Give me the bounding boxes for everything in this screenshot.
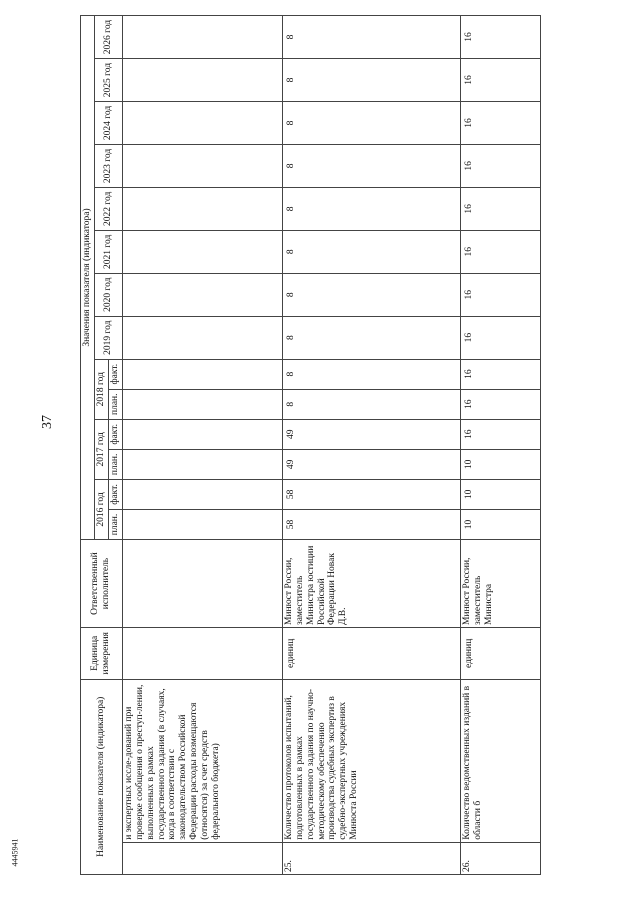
value-cell: 8 (282, 230, 460, 273)
value-cell: 16 (460, 144, 540, 187)
document-id: 4445941 (10, 838, 20, 867)
value-cell: 16 (460, 16, 540, 59)
indicator-name: Количество протоколов испытаний, подготовленных в рамках государственного задания по научно-методическому обеспечению производства судебных экспертиз в судебно-экспертных учреждениях Минюста России (282, 679, 460, 842)
value-cell (122, 230, 282, 273)
year-2023-header: 2023 год (94, 144, 122, 187)
value-cell: 8 (282, 316, 460, 359)
value-cell (122, 359, 282, 389)
col-name-header: Наименование показателя (индикатора) (81, 679, 123, 874)
value-cell: 8 (282, 102, 460, 145)
value-cell: 49 (282, 419, 460, 449)
year-2022-header: 2022 год (94, 187, 122, 230)
value-cell: 58 (282, 509, 460, 539)
plan-2016-header: план. (108, 509, 122, 539)
value-cell: 16 (460, 187, 540, 230)
year-2020-header: 2020 год (94, 273, 122, 316)
value-cell (122, 316, 282, 359)
value-cell: 16 (460, 59, 540, 102)
indicators-table (80, 15, 541, 875)
value-cell (122, 479, 282, 509)
indicator-name: Количество ведомственных изданий в области б (460, 679, 540, 842)
plan-2018-header: план. (108, 389, 122, 419)
value-cell (122, 389, 282, 419)
year-2026-header: 2026 год (94, 16, 122, 59)
value-cell: 8 (282, 59, 460, 102)
value-cell: 16 (460, 102, 540, 145)
value-cell: 16 (460, 273, 540, 316)
responsible-cell: Минюст России, заместитель Министра (460, 540, 540, 628)
unit-cell: единиц (460, 628, 540, 680)
year-2025-header: 2025 год (94, 59, 122, 102)
row-number: 26. (460, 842, 540, 874)
page-number: 37 (40, 415, 55, 429)
col-resp-header: Ответственный исполнитель (81, 540, 123, 628)
value-cell: 58 (282, 479, 460, 509)
value-cell (122, 273, 282, 316)
responsible-cell (122, 540, 282, 628)
value-cell (122, 419, 282, 449)
value-cell: 10 (460, 449, 540, 479)
value-cell: 8 (282, 16, 460, 59)
value-cell: 16 (460, 316, 540, 359)
unit-cell: единиц (282, 628, 460, 680)
indicator-name: и экспертных иссле-дований при проверке сообщения о преступ-лении, выполненных в рамках государственного задания (в случаях, когда в соответствии с законодательством Российской Федерации расходы возмещаются (относятся) за счет средств федерального бюджета) (122, 679, 282, 842)
col-unit-header: Единица измерения (81, 628, 123, 680)
value-cell: 8 (282, 144, 460, 187)
year-2021-header: 2021 год (94, 230, 122, 273)
value-cell: 10 (460, 479, 540, 509)
value-cell: 8 (282, 273, 460, 316)
rotated-table-container (80, 15, 640, 875)
plan-2017-header: план. (108, 449, 122, 479)
year-2017-header: 2017 год (94, 419, 108, 479)
value-cell: 10 (460, 509, 540, 539)
table-row (282, 16, 460, 875)
values-group-header: Значения показателя (индикатора) (81, 16, 95, 540)
value-cell: 8 (282, 389, 460, 419)
row-number (122, 842, 282, 874)
fact-2016-header: факт. (108, 479, 122, 509)
value-cell (122, 509, 282, 539)
value-cell: 49 (282, 449, 460, 479)
table-row (122, 16, 282, 875)
year-2019-header: 2019 год (94, 316, 122, 359)
year-2024-header: 2024 год (94, 102, 122, 145)
value-cell: 16 (460, 359, 540, 389)
value-cell: 16 (460, 419, 540, 449)
responsible-cell: Минюст России, заместитель Министра юстиции Российской Федерации Новак Д.В. (282, 540, 460, 628)
table-row (460, 16, 540, 875)
value-cell (122, 187, 282, 230)
year-2016-header: 2016 год (94, 479, 108, 539)
value-cell: 16 (460, 389, 540, 419)
value-cell (122, 59, 282, 102)
fact-2018-header: факт. (108, 359, 122, 389)
value-cell: 16 (460, 230, 540, 273)
row-number: 25. (282, 842, 460, 874)
header-row-1 (81, 16, 95, 875)
year-2018-header: 2018 год (94, 359, 108, 419)
value-cell (122, 16, 282, 59)
value-cell (122, 102, 282, 145)
value-cell: 8 (282, 187, 460, 230)
unit-cell (122, 628, 282, 680)
value-cell: 8 (282, 359, 460, 389)
fact-2017-header: факт. (108, 419, 122, 449)
value-cell (122, 144, 282, 187)
value-cell (122, 449, 282, 479)
